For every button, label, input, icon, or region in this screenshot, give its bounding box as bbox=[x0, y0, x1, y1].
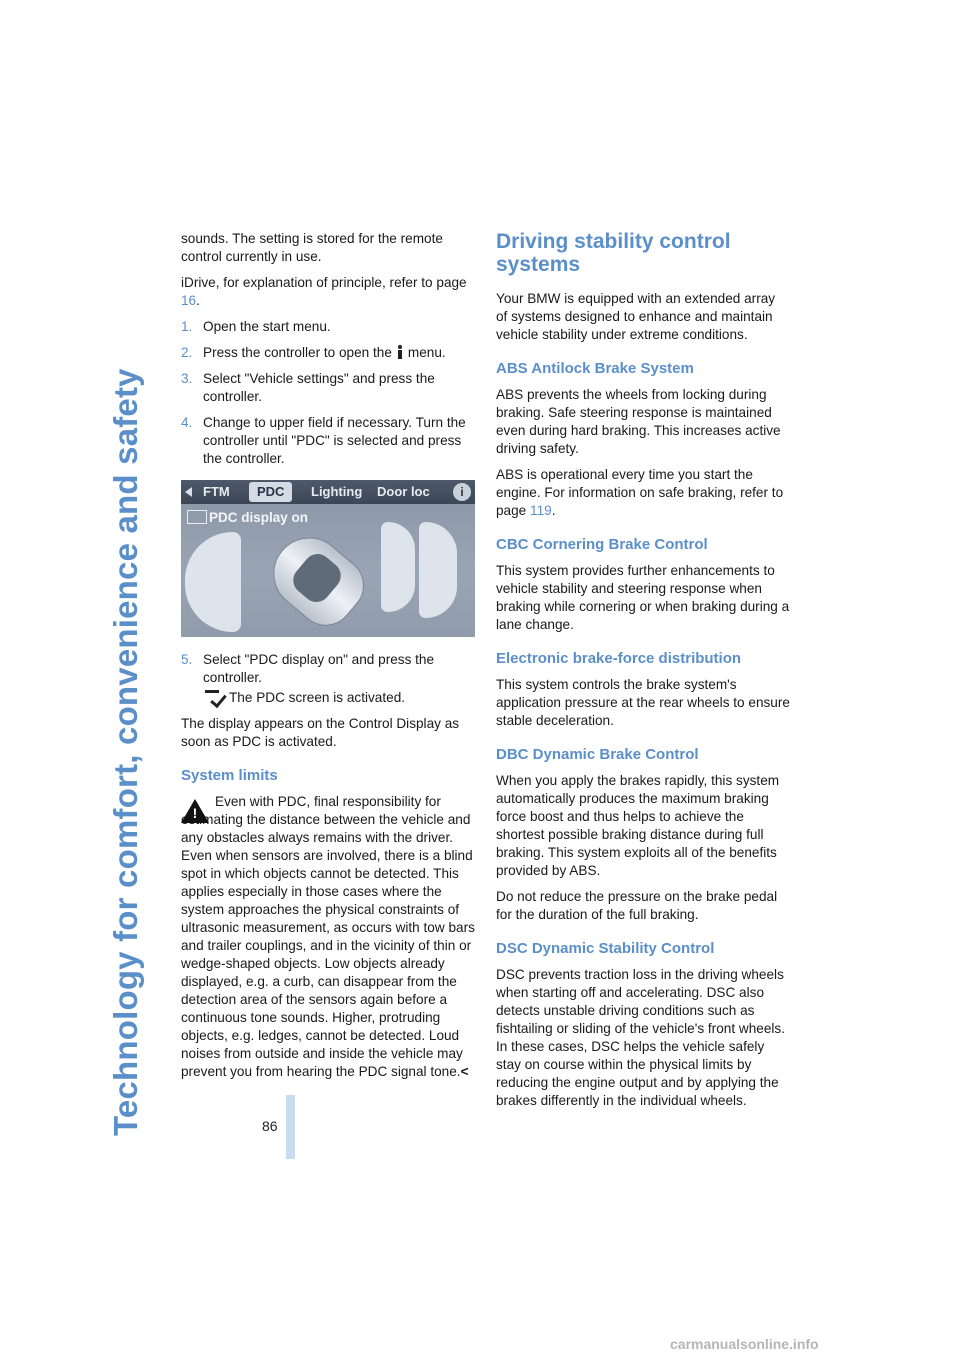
watermark: carmanualsonline.info bbox=[670, 1336, 819, 1352]
abs-paragraph-1: ABS prevents the wheels from locking during braking. Safe steering response is maintained even during hard braking. This increases active driving safety. bbox=[496, 387, 781, 456]
dsc-paragraph: DSC prevents traction loss in the driving wheels when starting off and accelerating. DSC also detects unstable driving conditions such as fishtailing or sliding of the vehicle's front wheels. In these cases, DSC helps the vehicle safely stay on course within the physical limits by reducing the engine output and by applying the brakes differently in the individual wheels. bbox=[496, 967, 785, 1108]
dbc-paragraph-2: Do not reduce the pressure on the brake pedal for the duration of the full braking. bbox=[496, 889, 778, 922]
screen-checkbox-icon bbox=[187, 510, 207, 524]
step-text-post: menu. bbox=[407, 345, 446, 360]
step-number: 4. bbox=[181, 415, 193, 430]
abs-text: ABS is operational every time you start the engine. For information on safe braking, refer to page bbox=[496, 467, 784, 518]
dbc-paragraph-1: When you apply the brakes rapidly, this system automatically produces the maximum braking force boost and thus helps to achieve the shortest possible braking distance during full braking. This system exploits all of the benefits provided by ABS. bbox=[496, 773, 780, 878]
warning-triangle-icon bbox=[181, 799, 209, 823]
dsc-heading: DSC Dynamic Stability Control bbox=[496, 940, 715, 957]
step-text: Select "PDC display on" and press the controller. bbox=[203, 652, 435, 685]
side-chapter-title-text: Technology for comfort, convenience and safety bbox=[107, 368, 144, 1136]
screen-tab-door-locks: Door loc bbox=[377, 484, 430, 499]
abs-heading: ABS Antilock Brake System bbox=[496, 360, 694, 377]
step-text-pre: Press the controller to open the bbox=[203, 345, 392, 360]
warning-text bbox=[181, 793, 475, 1081]
step-1 bbox=[181, 318, 475, 336]
step-5 bbox=[181, 651, 475, 687]
system-limits-heading: System limits bbox=[181, 767, 278, 784]
step-number: 3. bbox=[181, 371, 193, 386]
step-5-result-text: The PDC screen is activated. bbox=[229, 690, 406, 705]
intro-paragraph-2 bbox=[181, 274, 475, 310]
page-number-bar bbox=[286, 1095, 295, 1159]
cbc-paragraph: This system provides further enhancements to vehicle stability and steering response when braking while cornering or when braking during a lane change. bbox=[496, 563, 790, 632]
abs-end: . bbox=[551, 503, 556, 518]
stability-intro: Your BMW is equipped with an extended array of systems designed to enhance and maintain vehicle stability under extreme conditions. bbox=[496, 291, 776, 342]
step-number: 1. bbox=[181, 319, 193, 334]
system-limits-warning bbox=[181, 793, 475, 1081]
cbc-heading: CBC Cornering Brake Control bbox=[496, 536, 708, 553]
ebd-heading: Electronic brake-force distribution bbox=[496, 650, 742, 667]
rear-sensor-zone bbox=[185, 532, 241, 632]
warning-body: Even with PDC, final responsibility for estimating the distance between the vehicle and any obstacles always remains with the driver. Even when sensors are involved, there is a blind spot in which objects cannot be detected. This applies especially in those cases where the system approaches the physical constraints of ultrasonic measurement, as occurs with tow bars and trailer couplings, and in the vicinity of thin or wedge-shaped objects. Low objects already displayed, e.g. a curb, can disappear from the detection area of the sensors again before a continuous tone sounds. Higher, protruding objects, e.g. ledges, cannot be detected. Loud noises from outside and inside the vehicle may prevent you from hearing the PDC signal tone. bbox=[181, 794, 475, 1079]
screen-tab-ftm: FTM bbox=[203, 484, 230, 499]
screen-option-pdc-display-on: PDC display on bbox=[209, 510, 309, 525]
page-number: 86 bbox=[262, 1118, 278, 1134]
end-mark: < bbox=[460, 1064, 469, 1079]
info-icon bbox=[395, 345, 405, 359]
intro-text: iDrive, for explanation of principle, refer to page bbox=[181, 275, 467, 290]
section-heading-driving-stability: Driving stability control systems bbox=[496, 230, 731, 276]
car-top-view-icon bbox=[261, 528, 373, 630]
front-sensor-zone-inner bbox=[381, 522, 415, 612]
step-text: Change to upper field if necessary. Turn the controller until "PDC" is selected and press the controller. bbox=[203, 415, 466, 466]
page-link-119[interactable]: 119 bbox=[530, 503, 552, 518]
dbc-heading: DBC Dynamic Brake Control bbox=[496, 746, 699, 763]
arrow-left-icon bbox=[185, 487, 192, 497]
checkmark-icon bbox=[203, 690, 225, 704]
screen-tab-lighting: Lighting bbox=[311, 484, 363, 499]
intro-paragraph-1: sounds. The setting is stored for the remote control currently in use. bbox=[181, 231, 443, 264]
step-5-result bbox=[181, 689, 475, 707]
step-text: Open the start menu. bbox=[203, 319, 331, 334]
steps-list bbox=[181, 318, 475, 468]
step-number: 2. bbox=[181, 345, 193, 360]
screen-info-icon bbox=[453, 483, 471, 501]
pdc-control-display-screenshot bbox=[181, 480, 475, 637]
step-4 bbox=[181, 414, 475, 468]
left-column bbox=[181, 230, 475, 1089]
intro-end: . bbox=[196, 293, 200, 308]
abs-paragraph-2 bbox=[496, 466, 790, 520]
right-column bbox=[496, 230, 790, 1118]
side-chapter-title bbox=[96, 236, 156, 1136]
step-3 bbox=[181, 370, 475, 406]
step-text: Select "Vehicle settings" and press the controller. bbox=[203, 371, 435, 404]
page-link-16[interactable]: 16 bbox=[181, 293, 197, 308]
screen-tab-pdc: PDC bbox=[249, 482, 292, 502]
ebd-paragraph: This system controls the brake system's application pressure at the rear wheels to ensure stable deceleration. bbox=[496, 677, 790, 728]
step-number: 5. bbox=[181, 652, 193, 667]
front-sensor-zone-outer bbox=[419, 522, 457, 618]
display-note: The display appears on the Control Display as soon as PDC is activated. bbox=[181, 716, 460, 749]
step-2 bbox=[181, 344, 475, 362]
steps-list-2 bbox=[181, 651, 475, 687]
